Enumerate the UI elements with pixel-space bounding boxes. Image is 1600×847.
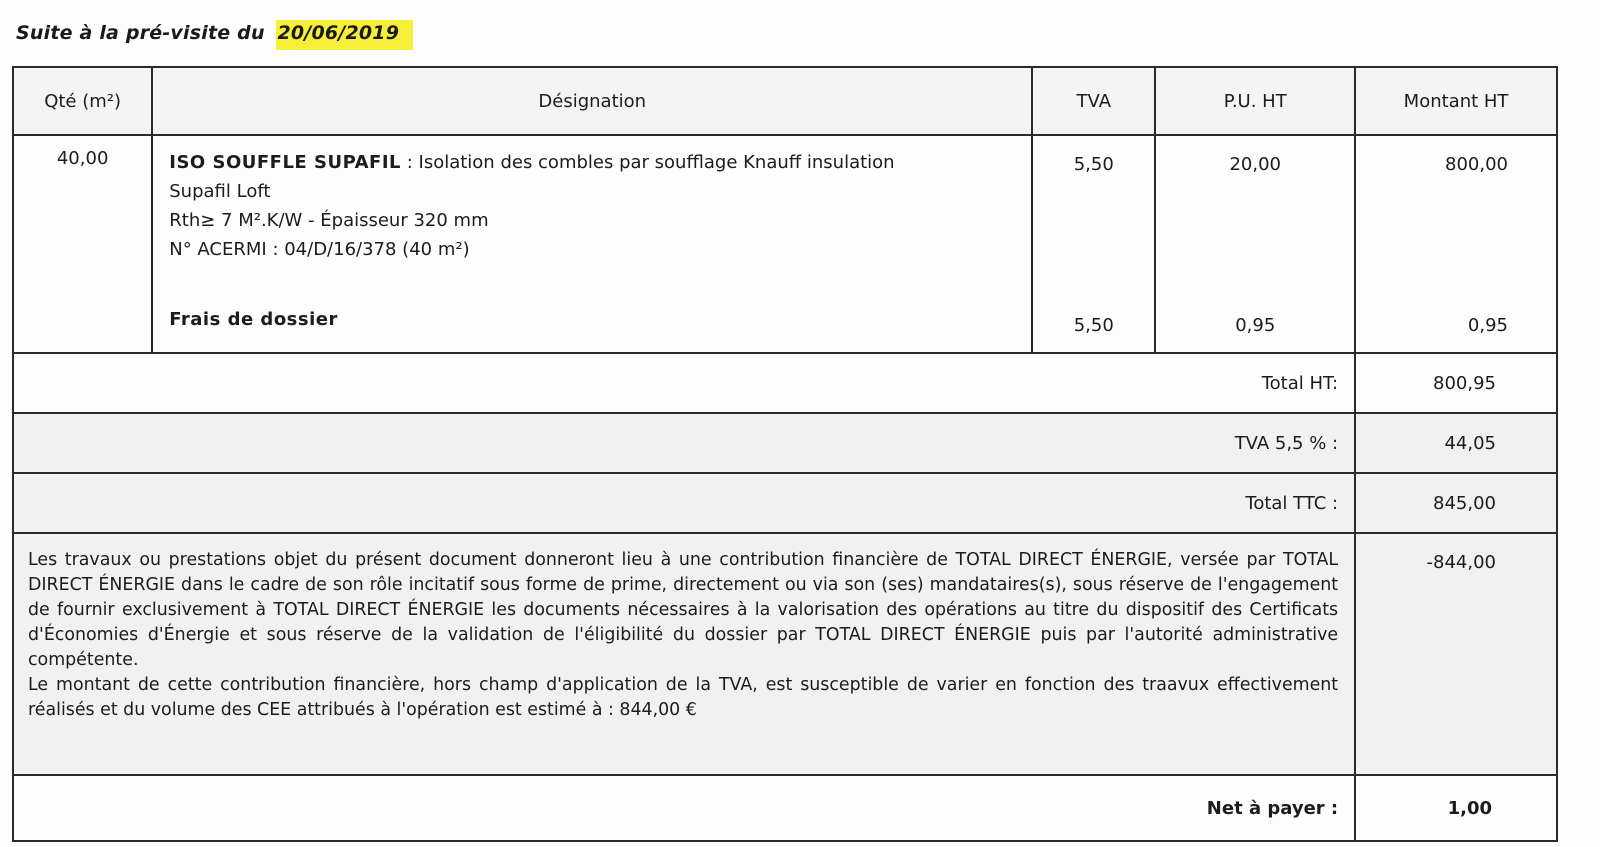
item-line-3: Rth≥ 7 M².K/W - Épaisseur 320 mm xyxy=(169,210,489,231)
item-amount-cell xyxy=(1355,135,1557,353)
item-product-desc: : Isolation des combles par soufflage Knauff insulation xyxy=(401,152,895,173)
net-to-pay-label: Net à payer : xyxy=(13,775,1355,841)
contribution-text xyxy=(13,533,1355,775)
item-amount: 800,00 xyxy=(1445,154,1508,175)
previsit-date: 20/06/2019 xyxy=(276,20,414,50)
contribution-row xyxy=(13,533,1557,775)
quote-table xyxy=(12,66,1558,842)
total-ttc-label: Total TTC : xyxy=(13,473,1355,533)
column-header-tva: TVA xyxy=(1032,67,1155,135)
column-header-designation: Désignation xyxy=(152,67,1032,135)
net-to-pay-value: 1,00 xyxy=(1355,775,1557,841)
table-row xyxy=(13,135,1557,353)
contribution-value: -844,00 xyxy=(1355,533,1557,775)
previsit-heading xyxy=(16,22,413,44)
item-unit-price: 20,00 xyxy=(1229,154,1281,175)
item-unit-price-cell xyxy=(1155,135,1355,353)
total-ht-value: 800,95 xyxy=(1355,353,1557,413)
item-line-2: Supafil Loft xyxy=(169,181,271,202)
item-tva-cell xyxy=(1032,135,1155,353)
item-line-1 xyxy=(169,148,1017,177)
tva-total-label: TVA 5,5 % : xyxy=(13,413,1355,473)
column-header-qty: Qté (m²) xyxy=(13,67,152,135)
tva-total-row xyxy=(13,413,1557,473)
column-header-unit-price: P.U. HT xyxy=(1155,67,1355,135)
total-ht-label: Total HT: xyxy=(13,353,1355,413)
contribution-paragraph-1: Les travaux ou prestations objet du présent document donneront lieu à une contribution financière de TOTAL DIRECT ÉNERGIE, versée par TOTAL DIRECT ÉNERGIE dans le cadre de son rôle incitatif sous forme de prime, directement ou via son (ses) mandataires(s), sous réserve de l'engagement de fournir exclusivement à TOTAL DIRECT ÉNERGIE les documents nécessaires à la valorisation des opérations au titre du dispositif des Certificats d'Économies d'Énergie et sous réserve de la validation de l'éligibilité du dossier par TOTAL DIRECT ÉNERGIE puis par l'autorité administrative compétente. xyxy=(28,550,1339,670)
contribution-paragraph-2: Le montant de cette contribution financière, hors champ d'application de la TVA, est susceptible de varier en fonction des traavux effectivement réalisés et du volume des CEE attribués à l'opération est estimé à : 844,00 € xyxy=(28,675,1339,720)
total-ttc-row xyxy=(13,473,1557,533)
previsit-heading-prefix: Suite à la pré-visite du xyxy=(16,22,265,44)
tva-total-value: 44,05 xyxy=(1355,413,1557,473)
fees-unit-price: 0,95 xyxy=(1235,315,1276,336)
item-tva: 5,50 xyxy=(1073,154,1114,175)
total-ht-row xyxy=(13,353,1557,413)
fees-tva: 5,50 xyxy=(1073,315,1114,336)
item-qty: 40,00 xyxy=(13,135,152,353)
fees-amount: 0,95 xyxy=(1467,315,1508,336)
total-ttc-value: 845,00 xyxy=(1355,473,1557,533)
net-to-pay-row xyxy=(13,775,1557,841)
column-header-amount: Montant HT xyxy=(1355,67,1557,135)
item-line-4: N° ACERMI : 04/D/16/378 (40 m²) xyxy=(169,239,470,260)
item-designation xyxy=(152,135,1032,353)
item-product-name: ISO SOUFFLE SUPAFIL xyxy=(169,152,401,173)
table-header-row xyxy=(13,67,1557,135)
fees-label: Frais de dossier xyxy=(169,309,338,330)
